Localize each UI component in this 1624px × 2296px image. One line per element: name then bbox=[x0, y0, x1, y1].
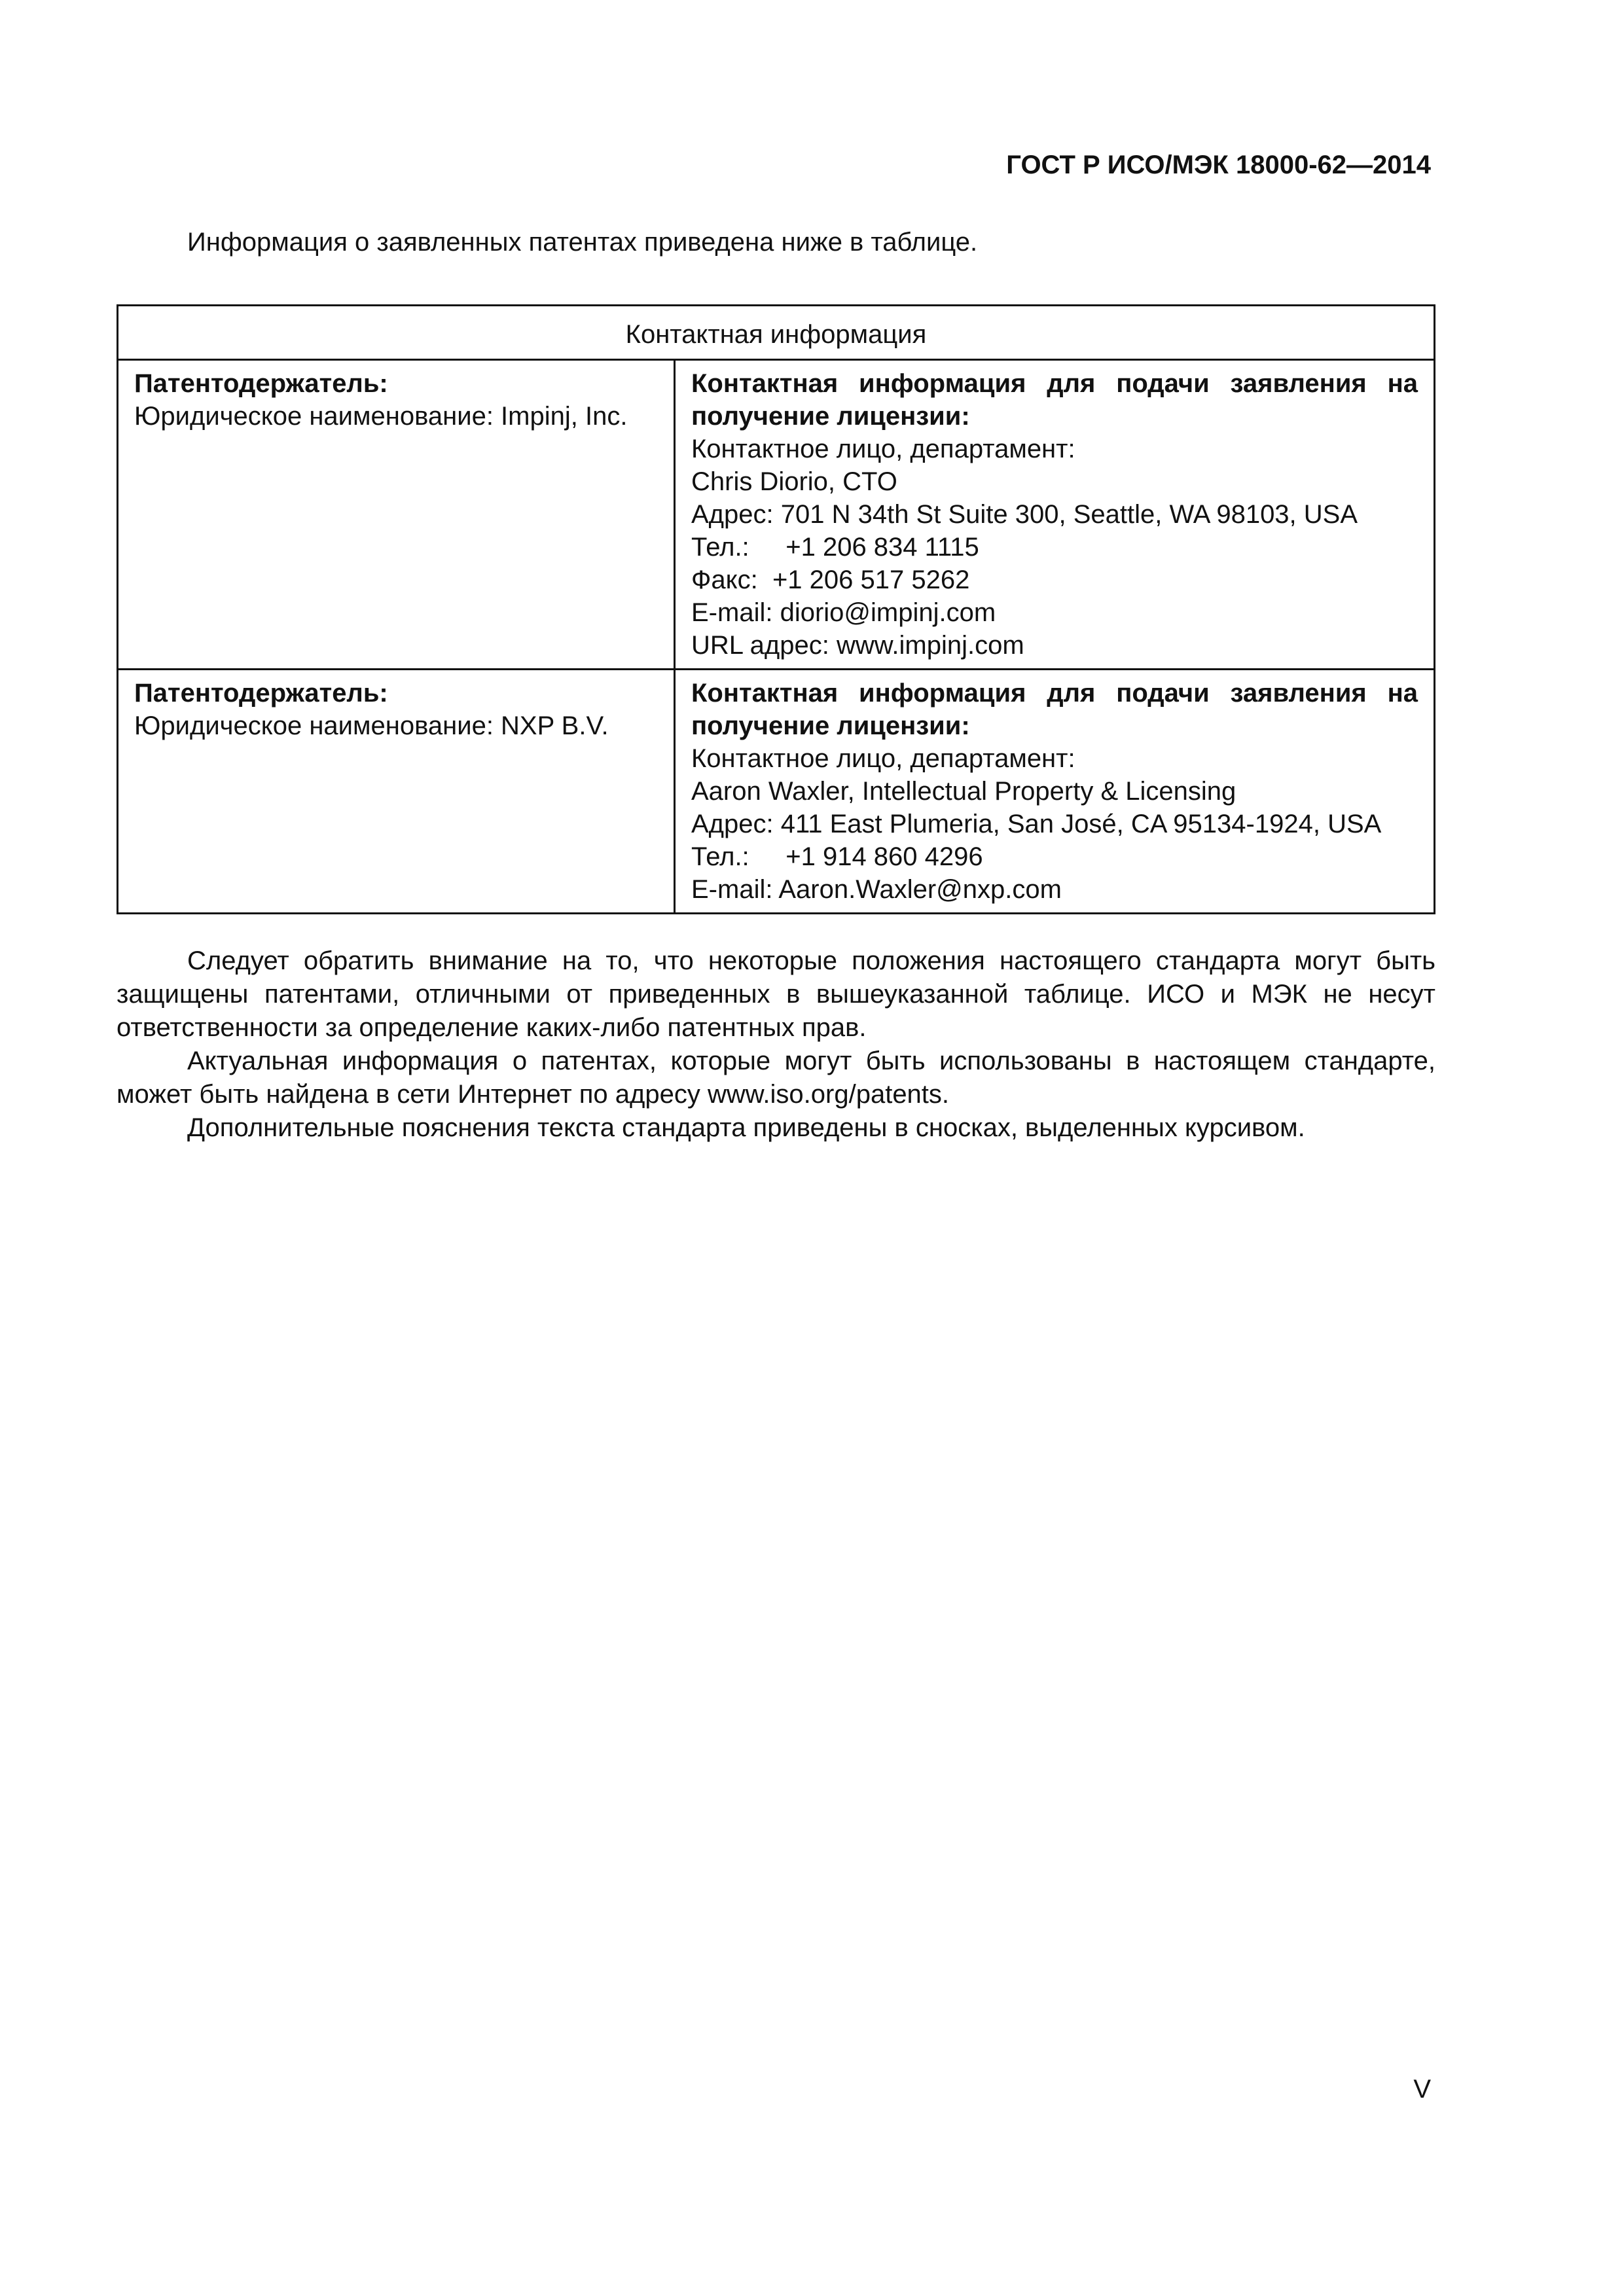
contact-person-label: Контактное лицо, департамент: bbox=[691, 435, 1075, 463]
patent-holder-cell bbox=[118, 360, 675, 670]
body-text bbox=[117, 944, 1435, 1145]
contact-title: Контактная информация для подачи заявления на bbox=[691, 679, 1418, 708]
url: URL адрес: www.impinj.com bbox=[691, 631, 1024, 660]
page-number: V bbox=[1413, 2075, 1431, 2104]
contact-title-continued: получение лицензии: bbox=[691, 711, 970, 740]
contact-person-label: Контактное лицо, департамент: bbox=[691, 744, 1075, 773]
intro-paragraph: Информация о заявленных патентах приведена ниже в таблице. bbox=[187, 228, 978, 257]
table-row bbox=[118, 670, 1435, 914]
contact-info-cell bbox=[675, 360, 1435, 670]
phone: Тел.: +1 206 834 1115 bbox=[691, 533, 979, 562]
holder-label: Патентодержатель: bbox=[134, 369, 388, 398]
contact-info-cell bbox=[675, 670, 1435, 914]
table-heading: Контактная информация bbox=[118, 306, 1435, 360]
legal-name: Юридическое наименование: NXP B.V. bbox=[134, 711, 609, 740]
contact-person: Aaron Waxler, Intellectual Property & Licensing bbox=[691, 777, 1236, 806]
contact-title: Контактная информация для подачи заявления на bbox=[691, 369, 1418, 398]
patent-notice-paragraph: Следует обратить внимание на то, что некоторые положения настоящего стандарта могут быть защищены патентами, отличными от приведенных в вышеуказанной таблице. ИСО и МЭК не несут ответственности за определение каких-либо патентных прав. bbox=[117, 946, 1435, 1042]
holder-label: Патентодержатель: bbox=[134, 679, 388, 708]
contact-title-continued: получение лицензии: bbox=[691, 402, 970, 431]
legal-name: Юридическое наименование: Impinj, Inc. bbox=[134, 402, 628, 431]
footnotes-paragraph: Дополнительные пояснения текста стандарта приведены в сносках, выделенных курсивом. bbox=[187, 1113, 1305, 1142]
address: Адрес: 411 East Plumeria, San José, CA 95134-1924, USA bbox=[691, 810, 1382, 838]
address: Адрес: 701 N 34th St Suite 300, Seattle, WA 98103, USA bbox=[691, 500, 1358, 529]
email: E-mail: diorio@impinj.com bbox=[691, 598, 996, 627]
table-row bbox=[118, 360, 1435, 670]
row-divider-mark bbox=[347, 668, 475, 670]
email: E-mail: Aaron.Waxler@nxp.com bbox=[691, 875, 1062, 904]
patent-info-paragraph: Актуальная информация о патентах, которые могут быть использованы в настоящем стандарте, может быть найдена в сети Интернет по адресу www.iso.org/patents. bbox=[117, 1047, 1435, 1109]
patent-contact-table bbox=[117, 304, 1435, 914]
contact-person: Chris Diorio, CTO bbox=[691, 467, 897, 496]
phone: Тел.: +1 914 860 4296 bbox=[691, 842, 983, 871]
patent-holder-cell bbox=[118, 670, 675, 914]
fax: Факс: +1 206 517 5262 bbox=[691, 565, 970, 594]
document-header: ГОСТ Р ИСО/МЭК 18000-62—2014 bbox=[1006, 151, 1431, 179]
table-header-row bbox=[118, 306, 1435, 360]
